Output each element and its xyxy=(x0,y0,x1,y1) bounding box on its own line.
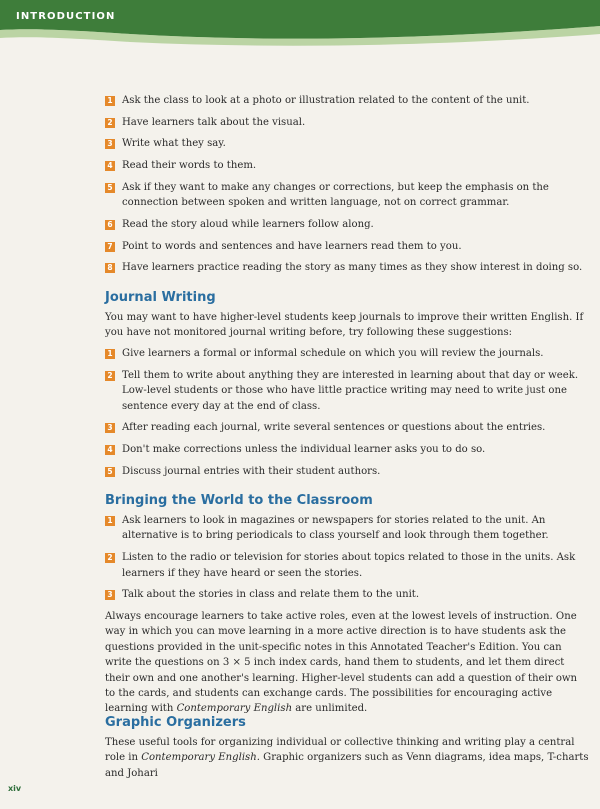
list-item-text: Discuss journal entries with their student authors. xyxy=(122,465,381,477)
list-item-text: After reading each journal, write several sentences or questions about the entries. xyxy=(122,422,546,434)
section-label: INTRODUCTION xyxy=(16,11,116,22)
paragraph-text: . Graphic organizers such as Venn diagrams, idea maps, T-charts and Johari xyxy=(105,752,589,779)
steps-list xyxy=(105,93,587,276)
list-item xyxy=(105,93,587,108)
list-item-text: Give learners a formal or informal schedule on which you will review the journals. xyxy=(122,348,544,359)
list-item xyxy=(105,346,587,361)
world-list xyxy=(105,513,587,603)
step-number-badge: 4 xyxy=(105,161,115,171)
step-number-badge: 1 xyxy=(105,349,115,359)
list-item-text: Listen to the radio or television for stories about topics related to those in the units. Ask learners if they have heard or seen the stories. xyxy=(122,552,576,579)
list-item xyxy=(105,217,587,232)
step-number-badge: 2 xyxy=(105,371,115,381)
step-number-badge: 2 xyxy=(105,118,115,128)
step-number-badge: 3 xyxy=(105,423,115,433)
step-number-badge: 1 xyxy=(105,516,115,526)
step-number-badge: 3 xyxy=(105,590,115,600)
list-item xyxy=(105,368,587,414)
book-title: Contemporary English xyxy=(176,703,293,715)
list-item xyxy=(105,513,587,544)
paragraph-text: These useful tools for organizing individual or collective thinking and writing play a central role in xyxy=(105,737,575,764)
list-item-text: Ask learners to look in magazines or newspapers for stories related to the unit. An alternative is to bring periodicals to class yourself and look through them together. xyxy=(122,515,549,542)
list-item xyxy=(105,420,587,435)
list-item xyxy=(105,464,587,479)
list-item xyxy=(105,442,587,457)
list-item xyxy=(105,136,587,151)
step-number-badge: 1 xyxy=(105,96,115,106)
list-item xyxy=(105,180,587,211)
book-title: Contemporary English xyxy=(141,752,257,764)
step-number-badge: 7 xyxy=(105,242,115,252)
list-item xyxy=(105,239,587,254)
list-item-text: Talk about the stories in class and relate them to the unit. xyxy=(122,589,420,601)
list-item-text: Don't make corrections unless the individual learner asks you to do so. xyxy=(122,443,486,455)
section-heading-graphic-organizers: Graphic Organizers xyxy=(105,715,246,730)
paragraph-text: Always encourage learners to take active roles, even at the lowest levels of instruction. One way in which you can move learning in a more active direction is to have students ask the questions provided in the unit-specific notes in this Annotated Teacher's Edition. You can write the questions on 3 × 5 inch index cards, hand them to students, and let them direct their own and one another's learning. Higher-level students can add a question of their own to the cards, and students can exchange cards. The possibilities for encouraging active learning with xyxy=(105,611,578,715)
graphic-organizers-paragraph xyxy=(105,735,589,781)
list-item xyxy=(105,158,587,173)
step-number-badge: 6 xyxy=(105,220,115,230)
list-item xyxy=(105,115,587,130)
step-number-badge: 3 xyxy=(105,139,115,149)
list-item-text: Tell them to write about anything they are interested in learning about that day or week. Low-level students or those who have little practice writing may need to write just one sentence every day at the end of class. xyxy=(122,369,579,412)
journal-intro: You may want to have higher-level students keep journals to improve their written English. If you have not monitored journal writing before, try following these suggestions: xyxy=(105,312,584,339)
list-item-text: Have learners practice reading the story as many times as they show interest in doing so. xyxy=(122,262,583,274)
section-heading-journal-writing: Journal Writing xyxy=(105,290,216,305)
step-number-badge: 5 xyxy=(105,467,115,477)
section-heading-bringing-world: Bringing the World to the Classroom xyxy=(105,493,373,508)
active-learning-paragraph xyxy=(105,609,589,717)
list-item-text: Point to words and sentences and have learners read them to you. xyxy=(122,240,462,252)
list-item-text: Read the story aloud while learners follow along. xyxy=(122,218,374,230)
list-item xyxy=(105,550,587,581)
list-item-text: Ask the class to look at a photo or illustration related to the content of the unit. xyxy=(122,95,530,106)
list-item-text: Ask if they want to make any changes or corrections, but keep the emphasis on the connection between spoken and written language, not on correct grammar. xyxy=(122,181,549,209)
step-number-badge: 5 xyxy=(105,183,115,193)
list-item xyxy=(105,587,587,602)
list-item xyxy=(105,260,587,275)
page-number: xiv xyxy=(8,784,22,793)
step-number-badge: 8 xyxy=(105,263,115,273)
step-number-badge: 2 xyxy=(105,553,115,563)
list-item-text: Write what they say. xyxy=(122,138,226,150)
list-item-text: Read their words to them. xyxy=(122,160,257,172)
journal-list xyxy=(105,346,587,479)
list-item-text: Have learners talk about the visual. xyxy=(122,116,306,128)
step-number-badge: 4 xyxy=(105,445,115,455)
paragraph-text: are unlimited. xyxy=(292,703,368,715)
